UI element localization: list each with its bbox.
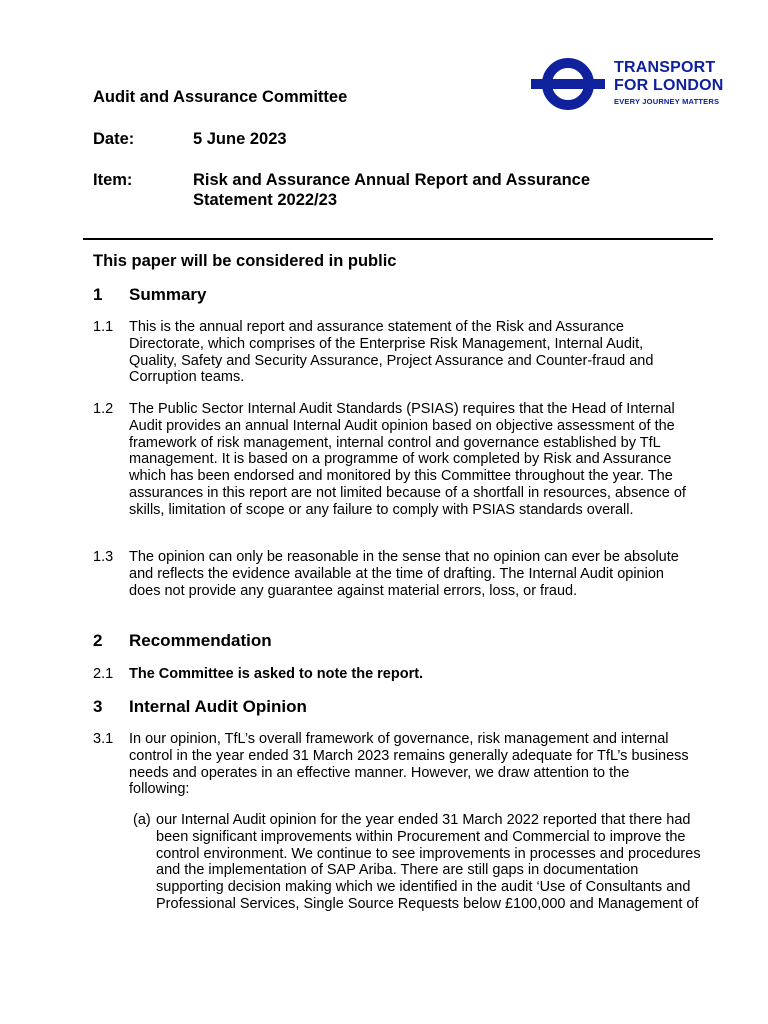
date-label: Date: <box>93 130 135 148</box>
section-number: 1 <box>93 285 103 304</box>
header-divider <box>83 238 713 240</box>
paragraph-number: 3.1 <box>93 731 114 747</box>
paragraph-text: The opinion can only be reasonable in the sense that no opinion can ever be absolute and reflects the evidence available at the time of drafting. The Internal Audit opinion does not provide any guarantee against material errors, loss, or fraud. <box>129 549 679 599</box>
logo-wordmark <box>614 59 724 108</box>
logo-line-for-london: FOR LONDON <box>614 77 724 94</box>
item-label: Item: <box>93 171 133 189</box>
committee-name: Audit and Assurance Committee <box>93 88 348 106</box>
section-title: Summary <box>129 285 207 304</box>
item-value: Risk and Assurance Annual Report and Assurance Statement 2022/23 <box>193 171 591 209</box>
section-number: 2 <box>93 631 103 650</box>
section-title: Recommendation <box>129 631 272 650</box>
paragraph-text: The Committee is asked to note the report. <box>129 666 424 682</box>
paragraph-text: This is the annual report and assurance statement of the Risk and Assurance Directorate, which comprises of the Enterprise Risk Management, Internal Audit, Quality, Safety and Security Assurance, Project Assurance and Counter-fraud and Corruption teams. <box>129 319 654 386</box>
subparagraph-marker: (a) <box>133 812 151 828</box>
roundel-icon <box>530 56 606 112</box>
section-title: Internal Audit Opinion <box>129 697 307 716</box>
paragraph-text: The Public Sector Internal Audit Standards (PSIAS) requires that the Head of Internal Audit provides an annual Internal Audit opinion based on objective assessment of the framework of risk management, internal control and governance established by TfL management. It is based on a programme of work completed by Risk and Assurance which has been endorsed and monitored by this Committee throughout the year. The assurances in this report are not limited because of a shortfall in resources, absence of skills, limitation of scope or any failure to comply with PSIAS standards overall. <box>129 401 686 518</box>
paragraph-number: 2.1 <box>93 666 114 682</box>
tfl-logo <box>530 56 730 112</box>
paragraph-number: 1.3 <box>93 549 114 565</box>
logo-line-transport: TRANSPORT <box>614 59 716 76</box>
paragraph-number: 1.2 <box>93 401 114 417</box>
subparagraph-text: our Internal Audit opinion for the year ended 31 March 2022 reported that there had been significant improvements within Procurement and Commercial to improve the control environment. We continue to see improvements in processes and procedures and the implementation of SAP Ariba. There are still gaps in documentation supporting decision making which we identified in the audit ‘Use of Consultants and Professional Services, Single Source Requests below £100,000 and Management of <box>156 812 701 912</box>
public-notice: This paper will be considered in public <box>93 252 397 270</box>
paragraph-number: 1.1 <box>93 319 114 335</box>
paragraph-text: In our opinion, TfL’s overall framework of governance, risk management and internal control in the year ended 31 March 2023 remains generally adequate for TfL’s business needs and operates in an effective manner. However, we draw attention to the following: <box>129 731 689 798</box>
date-value: 5 June 2023 <box>193 130 287 148</box>
logo-tagline: EVERY JOURNEY MATTERS <box>614 97 720 106</box>
section-number: 3 <box>93 697 103 716</box>
